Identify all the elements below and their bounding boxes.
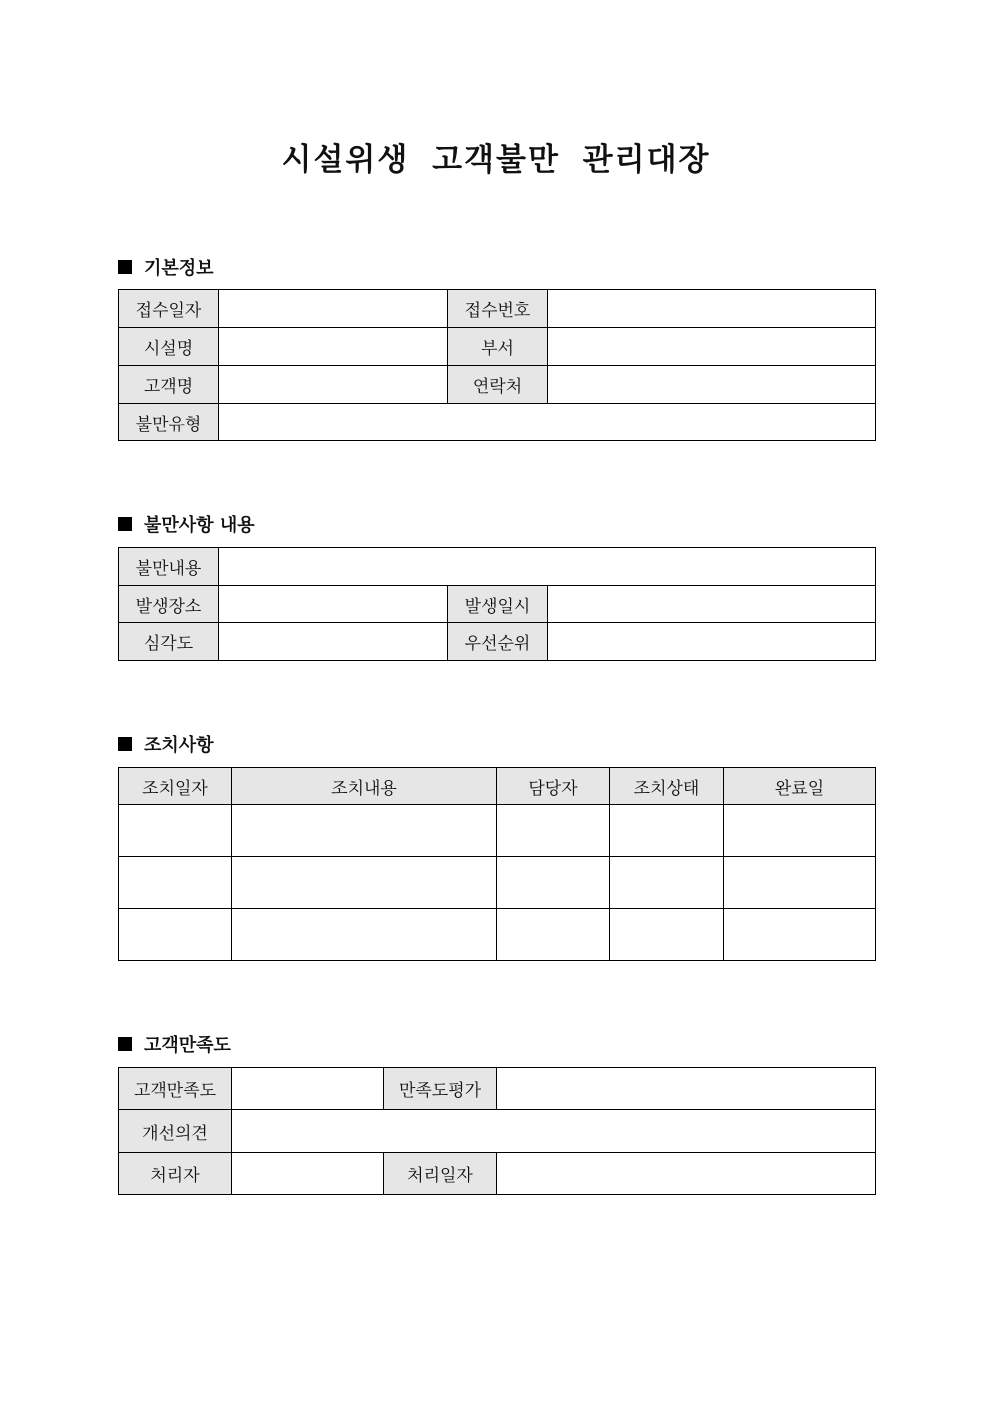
action-status-cell[interactable] <box>610 805 724 857</box>
label-customer: 고객명 <box>119 366 219 404</box>
completion-date-cell[interactable] <box>724 857 876 909</box>
label-facility: 시설명 <box>119 328 219 366</box>
assignee-cell[interactable] <box>497 909 610 961</box>
label-receipt-no: 접수번호 <box>448 290 548 328</box>
action-date-cell[interactable] <box>119 857 232 909</box>
facility-field[interactable] <box>219 328 448 366</box>
completion-date-cell[interactable] <box>724 909 876 961</box>
action-content-cell[interactable] <box>232 805 497 857</box>
handler-field[interactable] <box>232 1153 384 1195</box>
location-field[interactable] <box>219 586 448 623</box>
square-bullet-icon <box>118 737 132 751</box>
col-header-completion-date: 완료일 <box>724 768 876 805</box>
completion-date-cell[interactable] <box>724 805 876 857</box>
section-heading-text: 불만사항 내용 <box>144 515 255 536</box>
label-improvement: 개선의견 <box>119 1110 232 1153</box>
satisfaction-field[interactable] <box>232 1068 384 1110</box>
label-department: 부서 <box>448 328 548 366</box>
assignee-cell[interactable] <box>497 857 610 909</box>
square-bullet-icon <box>118 260 132 274</box>
page-title: 시설위생 고객불만 관리대장 <box>281 142 711 178</box>
label-satisfaction: 고객만족도 <box>119 1068 232 1110</box>
label-severity: 심각도 <box>119 623 219 661</box>
label-receipt-date: 접수일자 <box>119 290 219 328</box>
evaluation-field[interactable] <box>497 1068 876 1110</box>
content-field[interactable] <box>219 548 876 586</box>
label-evaluation: 만족도평가 <box>384 1068 497 1110</box>
contact-field[interactable] <box>548 366 876 404</box>
complaint-table <box>118 547 876 661</box>
square-bullet-icon <box>118 1037 132 1051</box>
label-datetime: 발생일시 <box>448 586 548 623</box>
section-heading-actions <box>118 731 214 757</box>
department-field[interactable] <box>548 328 876 366</box>
label-content: 불만내용 <box>119 548 219 586</box>
customer-field[interactable] <box>219 366 448 404</box>
action-date-cell[interactable] <box>119 805 232 857</box>
col-header-action-status: 조치상태 <box>610 768 724 805</box>
square-bullet-icon <box>118 517 132 531</box>
section-heading-text: 고객만족도 <box>144 1035 231 1056</box>
receipt-no-field[interactable] <box>548 290 876 328</box>
action-date-cell[interactable] <box>119 909 232 961</box>
satisfaction-table <box>118 1067 876 1195</box>
section-heading-text: 조치사항 <box>144 735 214 756</box>
complaint-type-field[interactable] <box>219 404 876 441</box>
action-content-cell[interactable] <box>232 909 497 961</box>
col-header-action-date: 조치일자 <box>119 768 232 805</box>
label-complaint-type: 불만유형 <box>119 404 219 441</box>
section-heading-satisfaction <box>118 1031 231 1057</box>
label-contact: 연락처 <box>448 366 548 404</box>
action-status-cell[interactable] <box>610 909 724 961</box>
actions-table <box>118 767 876 961</box>
section-heading-text: 기본정보 <box>144 258 214 279</box>
label-handled-date: 처리일자 <box>384 1153 497 1195</box>
improvement-field[interactable] <box>232 1110 876 1153</box>
col-header-action-content: 조치내용 <box>232 768 497 805</box>
datetime-field[interactable] <box>548 586 876 623</box>
assignee-cell[interactable] <box>497 805 610 857</box>
table-row <box>119 805 876 857</box>
basic-info-table <box>118 289 876 441</box>
col-header-assignee: 담당자 <box>497 768 610 805</box>
label-handler: 처리자 <box>119 1153 232 1195</box>
action-content-cell[interactable] <box>232 857 497 909</box>
severity-field[interactable] <box>219 623 448 661</box>
priority-field[interactable] <box>548 623 876 661</box>
section-heading-basic <box>118 254 214 280</box>
section-heading-complaint <box>118 511 255 537</box>
table-row <box>119 909 876 961</box>
handled-date-field[interactable] <box>497 1153 876 1195</box>
receipt-date-field[interactable] <box>219 290 448 328</box>
action-status-cell[interactable] <box>610 857 724 909</box>
table-row <box>119 857 876 909</box>
label-priority: 우선순위 <box>448 623 548 661</box>
label-location: 발생장소 <box>119 586 219 623</box>
